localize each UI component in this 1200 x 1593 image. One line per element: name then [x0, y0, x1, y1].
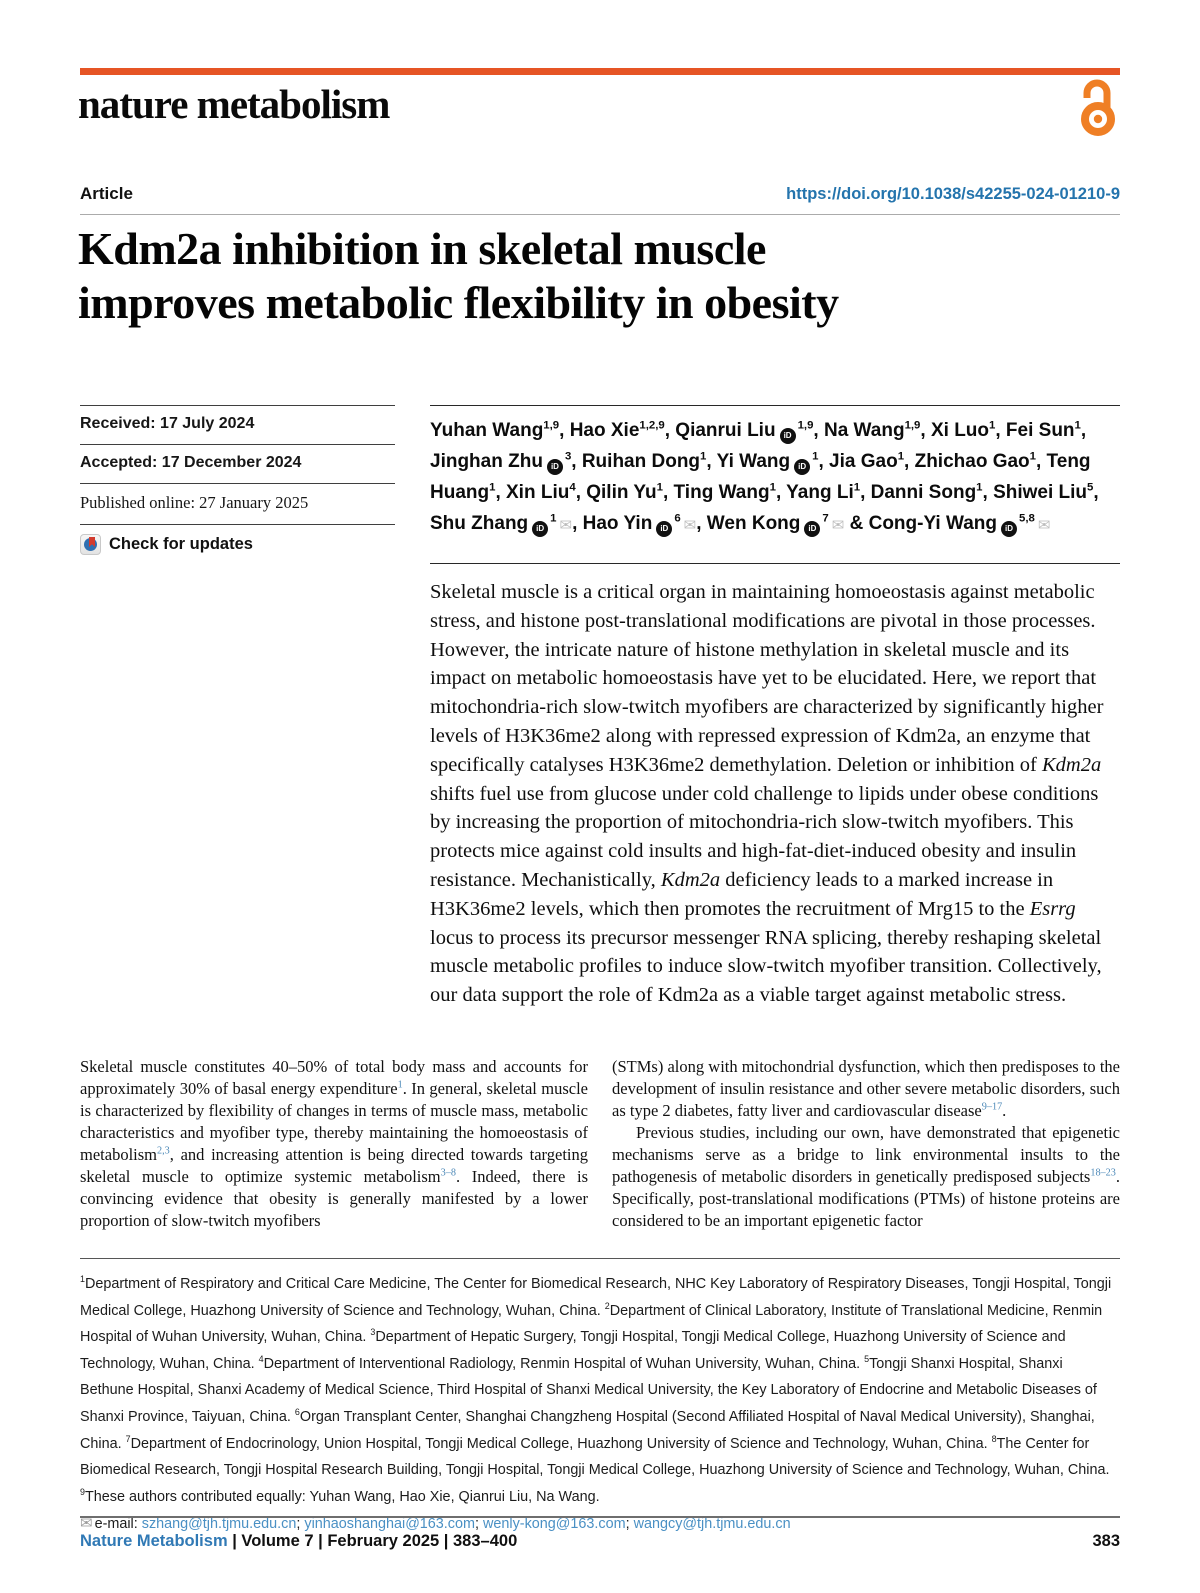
- orcid-icon[interactable]: iD: [656, 521, 672, 537]
- email-link[interactable]: szhang@tjh.tjmu.edu.cn: [141, 1516, 297, 1533]
- accepted-date: Accepted: 17 December 2024: [80, 444, 395, 483]
- page-number: 383: [1092, 1532, 1120, 1550]
- citation-ref[interactable]: 3–8: [440, 1167, 456, 1179]
- affiliations-footnote: [80, 1258, 1120, 1538]
- orcid-icon[interactable]: iD: [804, 521, 820, 537]
- orcid-icon[interactable]: iD: [547, 459, 563, 475]
- affiliation-superscript: 5: [864, 1353, 870, 1364]
- orcid-icon[interactable]: iD: [794, 459, 810, 475]
- journal-masthead: nature metabolism: [78, 81, 390, 127]
- affiliation-superscript: 1: [897, 450, 905, 463]
- citation-ref[interactable]: 18–23: [1090, 1167, 1116, 1179]
- article-header-row: [80, 184, 1120, 215]
- footer-citation: [80, 1532, 517, 1551]
- affiliation-superscript: 1,9: [543, 419, 560, 432]
- body-column-right: [612, 1056, 1120, 1232]
- citation-ref[interactable]: 2,3: [157, 1145, 170, 1157]
- corresponding-author-icon[interactable]: ✉: [683, 517, 697, 534]
- body-paragraph: Previous studies, including our own, have demonstrated that epigenetic mechanisms serve as a bridge to link environmental insults to the pathogenesis of metabolic disorders in genetically predisposed subjects$^{18-23}$. Specifically, post-translational modifications (PTMs) of histone proteins are considered to be an important epigenetic factor: [612, 1123, 1120, 1230]
- email-link[interactable]: wenly-kong@163.com: [483, 1516, 626, 1533]
- affiliation-superscript: 8: [991, 1433, 997, 1444]
- affiliation-superscript: 6: [294, 1407, 300, 1418]
- orcid-icon[interactable]: iD: [532, 521, 548, 537]
- crossmark-icon: [80, 534, 101, 555]
- affiliation-superscript: 1,9: [904, 419, 921, 432]
- affiliation-superscript: 1: [769, 481, 776, 494]
- page-footer: [80, 1516, 1120, 1551]
- check-for-updates-button[interactable]: [80, 524, 395, 566]
- authors-abstract-column: [430, 405, 1120, 1010]
- doi-link[interactable]: https://doi.org/10.1038/s42255-024-01210-9: [786, 185, 1120, 203]
- body-paragraph: (STMs) along with mitochondrial dysfunction, which then predisposes to the development of insulin resistance and other severe metabolic disorders, such as type 2 diabetes, fatty liver and cardiovascular disease$^{9-17}$.: [612, 1057, 1120, 1120]
- affiliation-superscript: 7: [125, 1433, 131, 1444]
- affiliation-superscript: 6: [674, 512, 681, 525]
- affiliation-superscript: 1: [853, 481, 861, 494]
- received-date: Received: 17 July 2024: [80, 405, 395, 444]
- affiliation-superscript: 3: [370, 1327, 376, 1338]
- email-list: e-mail: szhang@tjh.tjmu.edu.cn; yinhaoshanghai@163.com; wenly-kong@163.com; wangcy@tjh.tjmu.edu.cn: [94, 1516, 791, 1533]
- affiliation-superscript: 1: [812, 450, 819, 463]
- citation-ref[interactable]: 1: [397, 1079, 403, 1091]
- article-title-line2: improves metabolic flexibility in obesity: [78, 276, 839, 328]
- body-column-left: [80, 1056, 588, 1232]
- affiliation-superscript: 3: [564, 450, 572, 463]
- corresponding-author-icon[interactable]: ✉: [559, 517, 573, 534]
- accent-bar: [80, 68, 1120, 75]
- affiliation-superscript: 4: [258, 1353, 264, 1364]
- citation-ref[interactable]: 9–17: [981, 1101, 1003, 1113]
- affiliation-superscript: 1,2,9: [639, 419, 665, 432]
- body-text-section: [80, 1056, 1120, 1232]
- affiliation-superscript: 1: [1074, 419, 1081, 432]
- body-paragraph: Skeletal muscle constitutes 40–50% of total body mass and accounts for approximately 30% of basal energy expenditure$^1$. In general, skeletal muscle is characterized by flexibility of changes in terms of muscle mass, metabolic characteristics and myofiber type, thereby maintaining the homoeostasis of metabolism$^{2,3}$, and increasing attention is being directed towards targeting skeletal muscle to optimize systemic metabolism$^{3-8}$. Indeed, there is convincing evidence that obesity is generally manifested by a lower proportion of slow-twitch myofibers: [80, 1057, 588, 1230]
- footer-journal-link[interactable]: Nature Metabolism: [80, 1532, 228, 1550]
- dates-column: [80, 405, 395, 1010]
- affiliation-superscript: 4: [569, 481, 576, 494]
- article-type-label: Article: [80, 184, 133, 203]
- info-section: [80, 405, 1120, 1010]
- abstract-text: Skeletal muscle is a critical organ in maintaining homoeostasis against metabolic stress, and histone post-translational modifications are pivotal in those processes. However, the intricate nature of histone methylation in skeletal muscle and its impact on metabolic homoeostasis have yet to be elucidated. Here, we report that mitochondria-rich slow-twitch myofibers are characterized by significantly higher levels of H3K36me2 along with repressed expression of Kdm2a, an enzyme that specifically catalyses H3K36me2 demethylation. Deletion or inhibition of Kdm2a shifts fuel use from glucose under cold challenge to lipids under obese conditions by increasing the proportion of mitochondria-rich slow-twitch myofibers. This protects mice against cold insults and high-fat-diet-induced obesity and insulin resistance. Mechanistically, Kdm2a deficiency leads to a marked increase in H3K36me2 levels, which then promotes the recruitment of Mrg15 to the Esrrg locus to process its precursor messenger RNA splicing, thereby reshaping skeletal muscle metabolic profiles to induce slow-twitch myofiber transition. Collectively, our data support the role of Kdm2a as a viable target against metabolic stress.: [430, 563, 1120, 1010]
- affiliation-superscript: 1: [700, 450, 707, 463]
- email-link[interactable]: yinhaoshanghai@163.com: [304, 1516, 475, 1533]
- envelope-icon: ✉: [80, 1515, 93, 1533]
- affiliation-superscript: 2: [604, 1300, 610, 1311]
- orcid-icon[interactable]: iD: [1001, 521, 1017, 537]
- affiliation-superscript: 1: [550, 512, 557, 525]
- affiliation-superscript: 1: [656, 481, 663, 494]
- check-for-updates-label: Check for updates: [109, 535, 253, 553]
- affiliation-superscript: 1: [1029, 450, 1036, 463]
- corresponding-author-icon[interactable]: ✉: [1037, 517, 1051, 534]
- affiliation-superscript: 1: [80, 1274, 85, 1285]
- author-list: Yuhan Wang$^{1,9}$, Hao Xie$^{1,2,9}$, Qianrui Liu iD$^{1,9}$, Na Wang$^{1,9}$, Xi Luo$^1$, Fei Sun$^1$, Jinghan Zhu $iD^3$, Ruihan Dong$^1$, Yi Wang $iD^1$, Jia Gao$^1$, Zhichao Gao$^1$, Teng Huang$^1$, Xin Liu$^4$, Qilin Yu$^1$, Ting Wang$^1$, Yang Li$^1$, Danni Song$^1$, Shiwei Liu$^5$, Shu Zhang $iD^1$ ✉, Hao Yin $iD^6$ ✉, Wen Kong $iD^7$ ✉ & Cong-Yi Wang iD$^{5,8}$ ✉: [430, 405, 1120, 541]
- email-link[interactable]: wangcy@tjh.tjmu.edu.cn: [633, 1516, 791, 1533]
- affiliation-superscript: 7: [822, 512, 829, 525]
- article-title-line1: Kdm2a inhibition in skeletal muscle: [78, 223, 766, 274]
- affiliation-superscript: 5: [1087, 481, 1094, 494]
- orcid-icon[interactable]: iD: [780, 428, 796, 444]
- affiliation-superscript: 5,8: [1019, 512, 1035, 525]
- footer-volume-info: | Volume 7 | February 2025 | 383–400: [227, 1532, 518, 1550]
- affiliation-superscript: 1,9: [797, 419, 814, 432]
- affiliation-superscript: 1: [489, 481, 496, 494]
- affiliation-superscript: 1: [989, 419, 996, 432]
- affiliation-superscript: 9: [80, 1486, 85, 1497]
- affiliations-text: $^1$Department of Respiratory and Critical Care Medicine, The Center for Biomedical Research, NHC Key Laboratory of Respiratory Diseases, Tongji Hospital, Tongji Medical College, Huazhong University of Science and Technology, Wuhan, China. $^2$Department of Clinical Laboratory, Institute of Translational Medicine, Renmin Hospital of Wuhan University, Wuhan, China. $^3$Department of Hepatic Surgery, Tongji Hospital, Tongji Medical College, Huazhong University of Science and Technology, Wuhan, China. $^4$Department of Interventional Radiology, Renmin Hospital of Wuhan University, Wuhan, China. $^5$Tongji Shanxi Hospital, Shanxi Bethune Hospital, Shanxi Academy of Medical Science, Third Hospital of Shanxi Medical University, the Key Laboratory of Endocrine and Metabolic Diseases of Shanxi Province, Taiyuan, China. $^6$Organ Transplant Center, Shanghai Changzheng Hospital (Second Affiliated Hospital of Naval Medical University), Shanghai, China. $^7$Department of Endocrinology, Union Hospital, Tongji Medical College, Huazhong University of Science and Technology, Wuhan, China. $^8$The Center for Biomedical Research, Tongji Hospital Research Building, Tongji Hospital, Tongji Medical College, Huazhong University of Science and Technology, Wuhan, China. $^9$These authors contributed equally: Yuhan Wang, Hao Xie, Qianrui Liu, Na Wang.: [80, 1274, 1112, 1505]
- corresponding-author-icon[interactable]: ✉: [831, 517, 845, 534]
- affiliation-superscript: 1: [976, 481, 983, 494]
- published-date: Published online: 27 January 2025: [80, 483, 395, 524]
- article-title: [78, 222, 1120, 330]
- open-access-icon: [1076, 78, 1120, 143]
